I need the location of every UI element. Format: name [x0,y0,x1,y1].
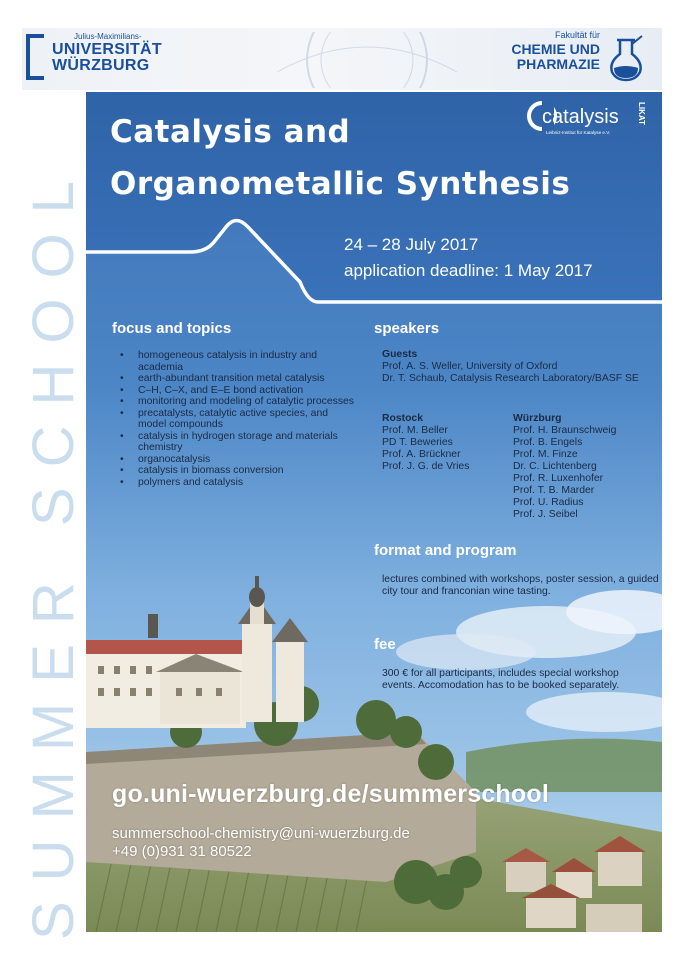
email-link[interactable]: summerschool-chemistry@uni-wuerzburg.de [112,825,410,842]
topics-list [106,350,356,488]
speaker: Prof. A. Brückner [382,449,461,460]
focus-heading: focus and topics [112,320,232,337]
rostock-label: Rostock [382,413,423,424]
deadline: application deadline: 1 May 2017 [344,261,593,280]
page-title [110,106,570,210]
list-item: • catalysis in hydrogen storage and materials chemistry [106,431,356,454]
speaker: Prof. J. Seibel [513,509,578,520]
speaker: Prof. U. Radius [513,497,584,508]
title-line1: Catalysis and [110,114,351,150]
list-item: • monitoring and modeling of catalytic processes [106,396,356,408]
rostock-block [382,413,469,473]
format-text: lectures combined with workshops, poster session, a guided city tour and franconian wine tasting. [382,574,659,597]
list-item: • C–H, C–X, and E–E bond activation [106,385,356,397]
fee-heading: fee [374,636,396,653]
logo-name: catalysis [542,106,619,128]
university-prefix: Julius-Maximilians- [74,32,142,41]
university-line2: WÜRZBURG [52,57,150,74]
speaker: Dr. C. Lichtenberg [513,461,597,472]
speaker: Prof. J. G. de Vries [382,461,470,472]
logo-bracket [26,34,44,80]
logo-sub: Leibniz-Institut für Katalyse e.V. [546,130,611,135]
speaker: Prof. T. B. Marder [513,485,595,496]
faculty-line2: PHARMAZIE [516,56,600,72]
fee-text: 300 € for all participants, includes special workshop events. Accomodation has to be booked separately. [382,668,620,691]
speakers-heading: speakers [374,320,440,337]
list-item: • polymers and catalysis [106,477,356,489]
flask-icon [606,34,646,82]
university-name [52,42,162,74]
list-item: • catalysis in biomass conversion [106,465,356,477]
faculty-line1: CHEMIE UND [511,41,600,57]
guests-label: Guests [382,349,418,360]
list-item: • earth-abundant transition metal catalysis [106,373,356,385]
university-seal-watermark [237,32,497,88]
main-panel [86,92,662,932]
list-item: • organocatalysis [106,454,356,466]
vertical-summer-school: SUMMER SCHOOL [21,161,86,940]
header-strip [22,28,662,90]
guest: Dr. T. Schaub, Catalysis Research Laboratory/BASF SE [382,373,639,384]
speaker: Prof. B. Engels [513,437,583,448]
website-link[interactable]: go.uni-wuerzburg.de/summerschool [112,780,549,808]
logo-side: LIKAT [637,102,646,125]
faculty-logo[interactable] [511,30,646,72]
guest: Prof. A. S. Weller, University of Oxford [382,361,558,372]
title-line2: Organometallic Synthesis [110,166,571,202]
dates: 24 – 28 July 2017 [344,235,479,254]
format-heading: format and program [374,542,517,559]
university-logo[interactable] [26,34,176,80]
wuerzburg-block [513,413,616,521]
contact-block [112,825,410,861]
speaker: Prof. H. Braunschweig [513,425,617,436]
wuerzburg-label: Würzburg [513,413,562,424]
speaker: Prof. M. Beller [382,425,448,436]
list-item: • homogeneous catalysis in industry and academia [106,350,356,373]
guests-block [382,349,662,385]
speaker: PD T. Beweries [382,437,453,448]
phone-number[interactable]: +49 (0)931 31 80522 [112,843,252,860]
speaker: Prof. R. Luxenhofer [513,473,604,484]
event-dates [344,232,593,284]
university-line1: UNIVERSITÄT [52,41,162,58]
faculty-prefix: Fakultät für [554,30,600,40]
list-item: • precatalysts, catalytic active species, and model compounds [106,408,356,431]
speaker: Prof. M. Finze [513,449,578,460]
